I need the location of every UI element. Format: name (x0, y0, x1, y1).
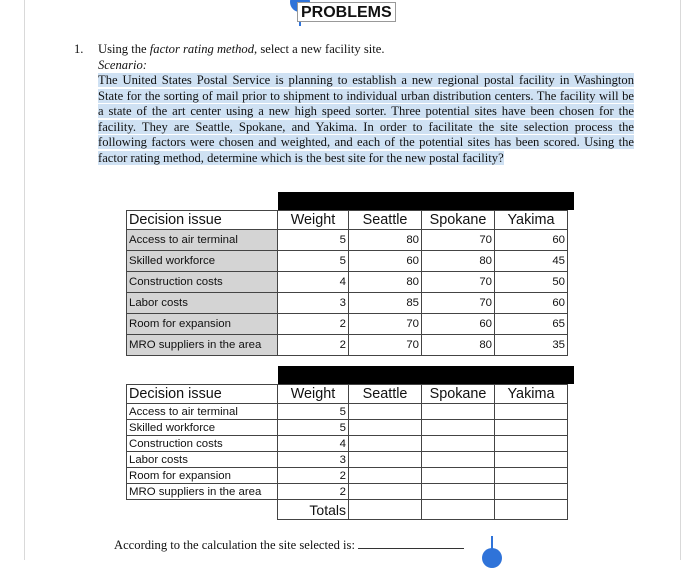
yakima-cell: 60 (495, 230, 568, 251)
table1-header-yakima: Yakima (495, 211, 568, 230)
weight-cell: 4 (278, 272, 349, 293)
problem-prompt (98, 42, 634, 58)
yakima-total-cell[interactable] (495, 500, 568, 520)
table1-header-issue: Decision issue (127, 211, 278, 230)
spokane-cell: 70 (422, 272, 495, 293)
weight-cell: 4 (278, 436, 349, 452)
spokane-total-cell[interactable] (422, 500, 495, 520)
yakima-input-cell[interactable] (495, 436, 568, 452)
seattle-input-cell[interactable] (349, 452, 422, 468)
yakima-cell: 65 (495, 314, 568, 335)
totals-spacer (127, 500, 278, 520)
table1-header-bar (278, 192, 574, 210)
weight-cell: 2 (278, 468, 349, 484)
seattle-cell: 80 (349, 272, 422, 293)
issue-cell: Access to air terminal (127, 230, 278, 251)
spokane-cell: 80 (422, 251, 495, 272)
yakima-cell: 60 (495, 293, 568, 314)
table-row (127, 335, 568, 356)
table2-header-issue: Decision issue (127, 385, 278, 404)
problem-number: 1. (74, 42, 84, 56)
table-row (127, 293, 568, 314)
answer-blank[interactable] (358, 536, 464, 549)
yakima-input-cell[interactable] (495, 452, 568, 468)
scenario-label: Scenario: (98, 57, 147, 72)
table2-header-row (127, 385, 568, 404)
table2-header-seattle: Seattle (349, 385, 422, 404)
spokane-cell: 70 (422, 230, 495, 251)
table-row (127, 484, 568, 500)
table-row (127, 420, 568, 436)
table2-header-bar (278, 366, 574, 384)
seattle-input-cell[interactable] (349, 436, 422, 452)
page-left-edge (24, 0, 25, 560)
weight-cell: 5 (278, 251, 349, 272)
issue-cell: Labor costs (127, 452, 278, 468)
spokane-input-cell[interactable] (422, 436, 495, 452)
scenario-highlight: The United States Postal Service is planning to establish a new regional postal facility in Washington State for the sorting of mail prior to shipment to individual urban distribution centers. The facility will be a state of the art center using a new high speed sorter. Three potential sites have been chosen for the facility. They are Seattle, Spokane, and Yakima. In order to facilitate the site selection process the following factors were chosen and weighted, and each of the potential sites has been scored. Using the factor rating method, determine which is the best site for the new postal facility? (98, 73, 634, 165)
table1-header-weight: Weight (278, 211, 349, 230)
prompt-post: , select a new facility site. (254, 42, 385, 56)
issue-cell: Construction costs (127, 436, 278, 452)
table-row (127, 314, 568, 335)
scenario-text (98, 73, 634, 166)
seattle-total-cell[interactable] (349, 500, 422, 520)
selection-handle-bottom[interactable] (482, 548, 502, 568)
spokane-input-cell[interactable] (422, 420, 495, 436)
spokane-input-cell[interactable] (422, 484, 495, 500)
spokane-cell: 80 (422, 335, 495, 356)
factor-table-blank (126, 384, 568, 520)
problem-body (98, 42, 634, 166)
issue-cell: Labor costs (127, 293, 278, 314)
issue-cell: Skilled workforce (127, 420, 278, 436)
table-row (127, 468, 568, 484)
answer-line (114, 536, 464, 553)
table2-header-spokane: Spokane (422, 385, 495, 404)
yakima-cell: 45 (495, 251, 568, 272)
weight-cell: 2 (278, 484, 349, 500)
weight-cell: 3 (278, 293, 349, 314)
table2-header-yakima: Yakima (495, 385, 568, 404)
seattle-input-cell[interactable] (349, 420, 422, 436)
seattle-cell: 80 (349, 230, 422, 251)
table-row (127, 436, 568, 452)
yakima-input-cell[interactable] (495, 404, 568, 420)
seattle-input-cell[interactable] (349, 468, 422, 484)
seattle-cell: 85 (349, 293, 422, 314)
issue-cell: Access to air terminal (127, 404, 278, 420)
table1-header-seattle: Seattle (349, 211, 422, 230)
spokane-cell: 60 (422, 314, 495, 335)
yakima-input-cell[interactable] (495, 468, 568, 484)
totals-row (127, 500, 568, 520)
heading-wrap (297, 4, 396, 22)
issue-cell: Room for expansion (127, 468, 278, 484)
table-row (127, 404, 568, 420)
prompt-method: factor rating method (149, 42, 255, 56)
table2-header-weight: Weight (278, 385, 349, 404)
yakima-input-cell[interactable] (495, 484, 568, 500)
table-row (127, 272, 568, 293)
spokane-input-cell[interactable] (422, 468, 495, 484)
totals-label: Totals (278, 500, 349, 520)
seattle-input-cell[interactable] (349, 404, 422, 420)
issue-cell: Construction costs (127, 272, 278, 293)
weight-cell: 5 (278, 420, 349, 436)
weight-cell: 5 (278, 230, 349, 251)
spokane-cell: 70 (422, 293, 495, 314)
seattle-cell: 70 (349, 335, 422, 356)
issue-cell: MRO suppliers in the area (127, 484, 278, 500)
table-row (127, 452, 568, 468)
page-right-edge (680, 0, 681, 560)
spokane-input-cell[interactable] (422, 452, 495, 468)
seattle-cell: 60 (349, 251, 422, 272)
issue-cell: Room for expansion (127, 314, 278, 335)
seattle-input-cell[interactable] (349, 484, 422, 500)
page-title: PROBLEMS (297, 2, 396, 22)
spokane-input-cell[interactable] (422, 404, 495, 420)
weight-cell: 5 (278, 404, 349, 420)
table-row (127, 230, 568, 251)
yakima-input-cell[interactable] (495, 420, 568, 436)
table1-header-spokane: Spokane (422, 211, 495, 230)
seattle-cell: 70 (349, 314, 422, 335)
prompt-pre: Using the (98, 42, 150, 56)
issue-cell: MRO suppliers in the area (127, 335, 278, 356)
yakima-cell: 35 (495, 335, 568, 356)
weight-cell: 3 (278, 452, 349, 468)
table1-header-row (127, 211, 568, 230)
answer-prompt: According to the calculation the site selected is: (114, 538, 355, 552)
weight-cell: 2 (278, 335, 349, 356)
yakima-cell: 50 (495, 272, 568, 293)
issue-cell: Skilled workforce (127, 251, 278, 272)
weight-cell: 2 (278, 314, 349, 335)
factor-table-scored (126, 210, 568, 356)
table-row (127, 251, 568, 272)
